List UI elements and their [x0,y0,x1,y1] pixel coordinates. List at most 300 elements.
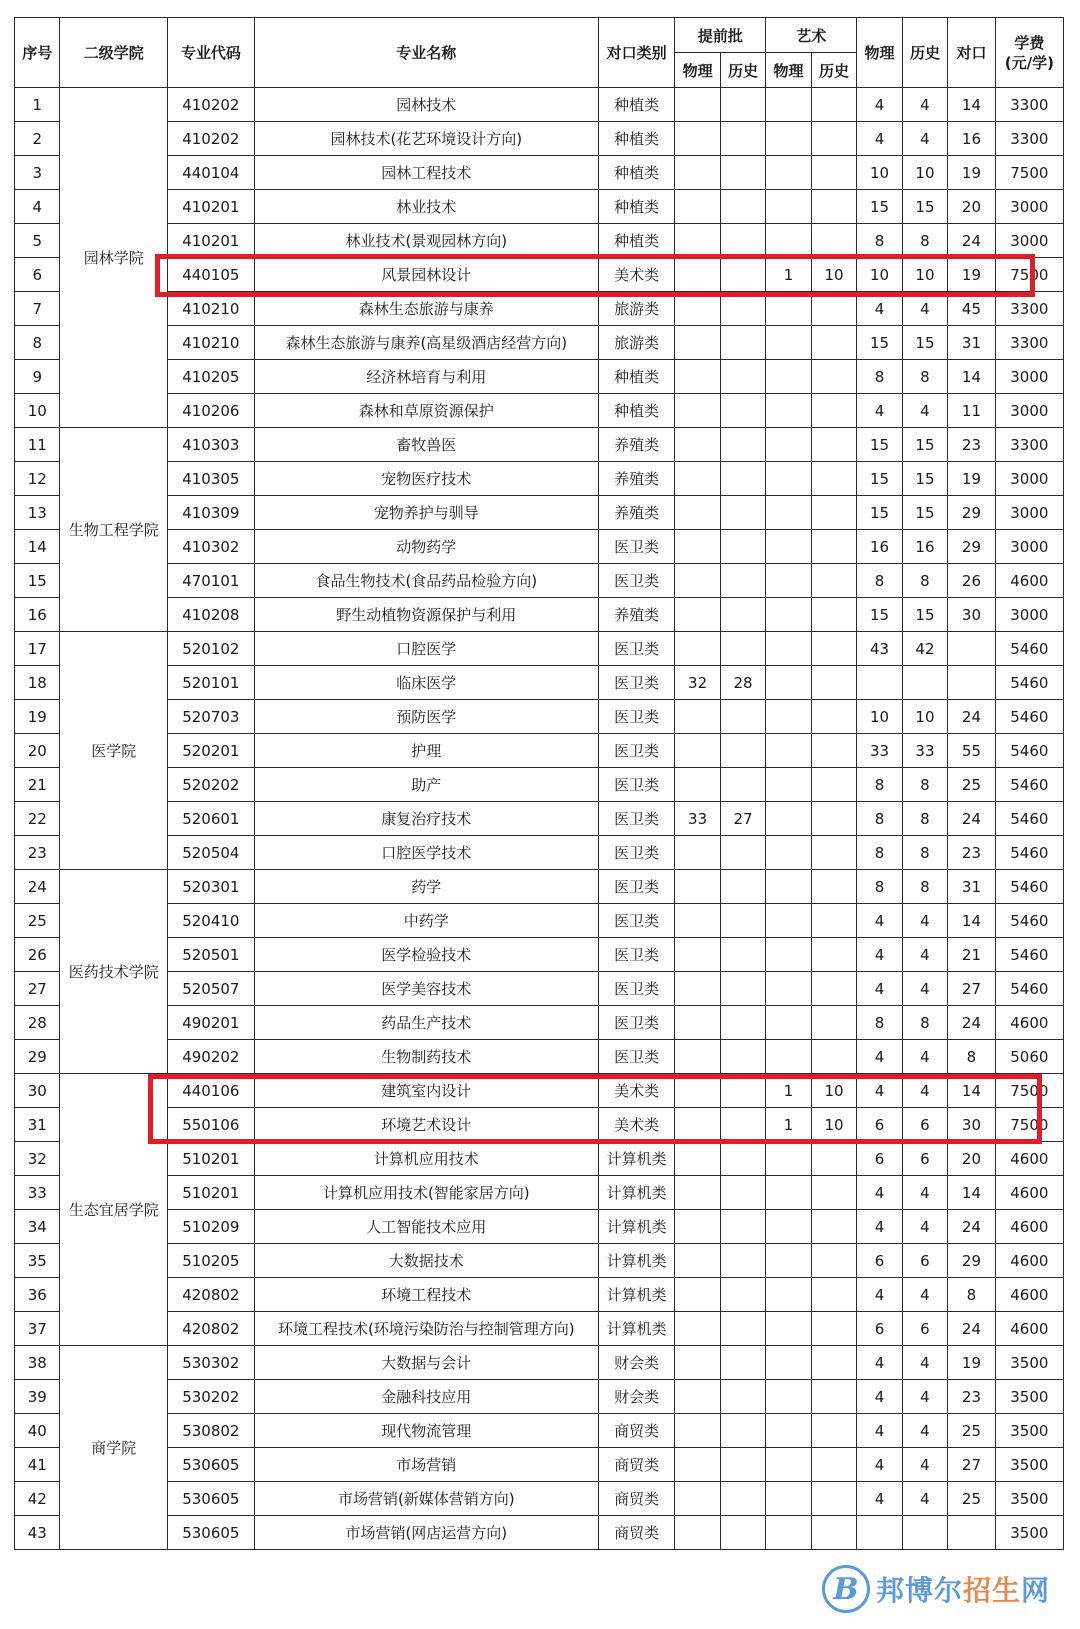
cell-physics: 8 [857,224,902,258]
cell-art-history [811,1244,856,1278]
cell-fee: 5460 [995,904,1063,938]
cell-early-physics [675,1312,720,1346]
cell-early-history [720,1380,765,1414]
cell-fee: 5460 [995,972,1063,1006]
cell-seq: 43 [15,1516,60,1550]
cell-duikou: 45 [948,292,996,326]
cell-duikou [948,666,996,700]
cell-physics: 4 [857,972,902,1006]
cell-category: 计算机类 [598,1210,674,1244]
cell-history: 4 [902,904,947,938]
cell-physics: 15 [857,496,902,530]
cell-code: 510201 [167,1142,254,1176]
cell-art-history [811,394,856,428]
table-row [15,870,1064,904]
cell-major-name: 森林和草原资源保护 [254,394,598,428]
cell-category: 医卫类 [598,836,674,870]
cell-physics: 15 [857,326,902,360]
cell-code: 410202 [167,88,254,122]
cell-early-physics [675,1346,720,1380]
cell-art-physics [766,1482,811,1516]
cell-seq: 34 [15,1210,60,1244]
cell-early-physics [675,1482,720,1516]
cell-history: 4 [902,938,947,972]
cell-fee: 5460 [995,734,1063,768]
cell-category: 医卫类 [598,768,674,802]
cell-early-history [720,88,765,122]
cell-code: 410210 [167,292,254,326]
cell-early-physics [675,156,720,190]
cell-duikou: 27 [948,972,996,1006]
cell-major-name: 野生动植物资源保护与利用 [254,598,598,632]
cell-art-history [811,666,856,700]
cell-seq: 23 [15,836,60,870]
cell-art-physics [766,394,811,428]
cell-fee: 3500 [995,1380,1063,1414]
cell-early-history: 27 [720,802,765,836]
cell-major-name: 环境工程技术 [254,1278,598,1312]
cell-early-physics [675,700,720,734]
cell-early-physics [675,190,720,224]
cell-fee: 5060 [995,1040,1063,1074]
cell-seq: 1 [15,88,60,122]
cell-art-physics [766,1414,811,1448]
table-row [15,1210,1064,1244]
table-row [15,1074,1064,1108]
cell-art-history [811,632,856,666]
cell-history: 8 [902,768,947,802]
cell-college: 医学院 [60,632,167,870]
cell-art-history [811,1142,856,1176]
cell-physics: 10 [857,700,902,734]
cell-duikou: 19 [948,1346,996,1380]
cell-physics: 4 [857,1074,902,1108]
cell-seq: 7 [15,292,60,326]
cell-art-history [811,1516,856,1550]
cell-code: 520703 [167,700,254,734]
cell-physics: 4 [857,1040,902,1074]
cell-early-history [720,632,765,666]
cell-major-name: 林业技术 [254,190,598,224]
cell-art-physics [766,564,811,598]
cell-seq: 37 [15,1312,60,1346]
cell-history: 4 [902,292,947,326]
cell-art-history [811,768,856,802]
cell-early-physics [675,428,720,462]
cell-early-history [720,564,765,598]
cell-early-history: 28 [720,666,765,700]
cell-college: 园林学院 [60,88,167,428]
watermark [822,1565,1050,1613]
cell-art-physics [766,836,811,870]
cell-code: 410302 [167,530,254,564]
cell-code: 410201 [167,190,254,224]
cell-fee: 3300 [995,326,1063,360]
cell-category: 养殖类 [598,462,674,496]
cell-code: 550106 [167,1108,254,1142]
cell-major-name: 医学检验技术 [254,938,598,972]
cell-category: 医卫类 [598,938,674,972]
table-row [15,156,1064,190]
cell-category: 计算机类 [598,1312,674,1346]
cell-art-history [811,1278,856,1312]
table-row [15,972,1064,1006]
cell-art-physics [766,1312,811,1346]
cell-fee: 3000 [995,496,1063,530]
cell-early-history [720,496,765,530]
cell-code: 490201 [167,1006,254,1040]
cell-category: 美术类 [598,1074,674,1108]
cell-art-physics [766,428,811,462]
table-row [15,326,1064,360]
cell-major-name: 大数据技术 [254,1244,598,1278]
cell-early-history [720,1414,765,1448]
table-row [15,360,1064,394]
cell-fee: 4600 [995,1244,1063,1278]
table-row [15,1278,1064,1312]
cell-early-history [720,190,765,224]
cell-code: 520202 [167,768,254,802]
cell-early-physics [675,598,720,632]
cell-physics: 15 [857,190,902,224]
cell-fee: 4600 [995,1312,1063,1346]
header-college: 二级学院 [60,18,167,88]
cell-duikou: 24 [948,1312,996,1346]
cell-physics: 8 [857,836,902,870]
watermark-text-b: 招生 [962,1574,1021,1607]
cell-seq: 26 [15,938,60,972]
cell-early-history [720,156,765,190]
cell-duikou: 14 [948,88,996,122]
cell-physics: 4 [857,394,902,428]
cell-major-name: 森林生态旅游与康养 [254,292,598,326]
cell-seq: 36 [15,1278,60,1312]
cell-duikou: 30 [948,598,996,632]
cell-history: 6 [902,1142,947,1176]
cell-fee: 4600 [995,1176,1063,1210]
header-early-physics: 物理 [675,53,720,88]
cell-seq: 39 [15,1380,60,1414]
cell-duikou: 23 [948,1380,996,1414]
cell-history: 4 [902,1278,947,1312]
cell-fee: 7500 [995,156,1063,190]
cell-history: 4 [902,1482,947,1516]
cell-category: 种植类 [598,122,674,156]
cell-college: 生物工程学院 [60,428,167,632]
table-row [15,122,1064,156]
cell-history: 6 [902,1312,947,1346]
cell-seq: 19 [15,700,60,734]
cell-art-physics [766,972,811,1006]
cell-art-history [811,972,856,1006]
cell-major-name: 计算机应用技术(智能家居方向) [254,1176,598,1210]
cell-art-history [811,938,856,972]
header-art-physics: 物理 [766,53,811,88]
cell-art-physics [766,1210,811,1244]
cell-seq: 9 [15,360,60,394]
cell-art-history [811,870,856,904]
cell-category: 种植类 [598,190,674,224]
cell-category: 医卫类 [598,632,674,666]
cell-history: 15 [902,598,947,632]
cell-history: 8 [902,802,947,836]
cell-art-physics [766,156,811,190]
cell-early-physics [675,1108,720,1142]
cell-art-history: 10 [811,258,856,292]
cell-code: 530605 [167,1448,254,1482]
cell-art-physics [766,938,811,972]
cell-duikou: 14 [948,1176,996,1210]
cell-fee: 3000 [995,530,1063,564]
table-row [15,666,1064,700]
cell-category: 种植类 [598,224,674,258]
cell-early-history [720,1006,765,1040]
cell-code: 530605 [167,1516,254,1550]
cell-fee: 3500 [995,1346,1063,1380]
cell-category: 计算机类 [598,1278,674,1312]
cell-category: 种植类 [598,88,674,122]
cell-early-physics [675,496,720,530]
cell-seq: 29 [15,1040,60,1074]
cell-seq: 16 [15,598,60,632]
cell-early-physics [675,1448,720,1482]
cell-category: 计算机类 [598,1244,674,1278]
cell-art-history [811,1312,856,1346]
table-row [15,1006,1064,1040]
cell-early-physics [675,1210,720,1244]
cell-art-physics [766,1006,811,1040]
cell-early-history [720,836,765,870]
cell-category: 养殖类 [598,598,674,632]
cell-category: 医卫类 [598,564,674,598]
cell-art-history [811,122,856,156]
cell-major-name: 临床医学 [254,666,598,700]
cell-major-name: 食品生物技术(食品药品检验方向) [254,564,598,598]
table-row [15,496,1064,530]
cell-physics: 33 [857,734,902,768]
cell-fee: 3500 [995,1414,1063,1448]
cell-duikou: 19 [948,258,996,292]
cell-duikou: 30 [948,1108,996,1142]
cell-history: 4 [902,1380,947,1414]
cell-code: 470101 [167,564,254,598]
table-row [15,190,1064,224]
cell-duikou: 14 [948,1074,996,1108]
cell-fee: 3500 [995,1516,1063,1550]
cell-early-history [720,1516,765,1550]
cell-early-physics [675,1074,720,1108]
cell-code: 410305 [167,462,254,496]
cell-art-history [811,156,856,190]
cell-code: 520507 [167,972,254,1006]
cell-art-history [811,462,856,496]
cell-art-history [811,904,856,938]
cell-art-physics [766,122,811,156]
cell-major-name: 宠物医疗技术 [254,462,598,496]
cell-early-history [720,394,765,428]
cell-early-physics [675,1414,720,1448]
cell-code: 530302 [167,1346,254,1380]
cell-major-name: 林业技术(景观园林方向) [254,224,598,258]
cell-seq: 22 [15,802,60,836]
cell-duikou: 20 [948,1142,996,1176]
cell-physics: 43 [857,632,902,666]
cell-early-history [720,360,765,394]
cell-art-history [811,496,856,530]
cell-art-physics [766,734,811,768]
cell-early-history [720,768,765,802]
cell-seq: 27 [15,972,60,1006]
cell-seq: 12 [15,462,60,496]
cell-seq: 41 [15,1448,60,1482]
cell-duikou: 19 [948,156,996,190]
cell-early-history [720,462,765,496]
cell-early-history [720,258,765,292]
cell-art-physics [766,666,811,700]
cell-early-physics [675,1516,720,1550]
cell-major-name: 口腔医学技术 [254,836,598,870]
cell-duikou: 11 [948,394,996,428]
cell-fee: 3500 [995,1482,1063,1516]
table-row [15,1448,1064,1482]
cell-history: 8 [902,836,947,870]
cell-duikou: 29 [948,530,996,564]
cell-art-physics [766,870,811,904]
cell-physics: 8 [857,870,902,904]
cell-art-physics [766,1448,811,1482]
cell-art-history [811,700,856,734]
cell-history: 4 [902,1176,947,1210]
cell-art-history [811,598,856,632]
table-row [15,394,1064,428]
cell-major-name: 市场营销(网店运营方向) [254,1516,598,1550]
cell-history: 4 [902,1346,947,1380]
cell-art-physics [766,496,811,530]
table-row [15,530,1064,564]
cell-art-history [811,428,856,462]
cell-seq: 6 [15,258,60,292]
cell-art-history [811,734,856,768]
cell-category: 美术类 [598,258,674,292]
cell-code: 510209 [167,1210,254,1244]
cell-code: 520201 [167,734,254,768]
cell-category: 财会类 [598,1346,674,1380]
cell-college: 商学院 [60,1346,167,1550]
cell-art-history [811,1040,856,1074]
cell-major-name: 风景园林设计 [254,258,598,292]
cell-seq: 40 [15,1414,60,1448]
cell-physics: 4 [857,1448,902,1482]
cell-fee: 5460 [995,802,1063,836]
table-row [15,836,1064,870]
cell-duikou: 20 [948,190,996,224]
cell-duikou [948,632,996,666]
cell-physics: 6 [857,1244,902,1278]
cell-duikou: 26 [948,564,996,598]
cell-history: 15 [902,326,947,360]
cell-duikou [948,1516,996,1550]
cell-art-physics [766,88,811,122]
cell-history: 8 [902,1006,947,1040]
table-row [15,802,1064,836]
cell-early-physics [675,1176,720,1210]
cell-major-name: 药品生产技术 [254,1006,598,1040]
cell-seq: 8 [15,326,60,360]
cell-code: 410201 [167,224,254,258]
cell-code: 520501 [167,938,254,972]
cell-art-history [811,1448,856,1482]
cell-physics: 4 [857,88,902,122]
cell-fee: 3000 [995,394,1063,428]
cell-early-history [720,938,765,972]
cell-major-name: 现代物流管理 [254,1414,598,1448]
cell-history: 4 [902,972,947,1006]
cell-category: 商贸类 [598,1448,674,1482]
cell-art-history [811,836,856,870]
cell-code: 520301 [167,870,254,904]
cell-category: 医卫类 [598,666,674,700]
cell-major-name: 畜牧兽医 [254,428,598,462]
cell-early-physics [675,938,720,972]
cell-seq: 14 [15,530,60,564]
cell-history: 8 [902,360,947,394]
cell-fee: 3000 [995,224,1063,258]
cell-major-name: 环境工程技术(环境污染防治与控制管理方向) [254,1312,598,1346]
cell-fee: 3300 [995,292,1063,326]
cell-fee: 4600 [995,1278,1063,1312]
cell-fee: 5460 [995,938,1063,972]
cell-code: 410205 [167,360,254,394]
cell-art-physics [766,904,811,938]
cell-art-physics [766,462,811,496]
cell-early-physics [675,734,720,768]
cell-seq: 10 [15,394,60,428]
cell-art-physics [766,632,811,666]
cell-major-name: 药学 [254,870,598,904]
cell-art-physics [766,1244,811,1278]
table-row [15,1176,1064,1210]
table-row [15,768,1064,802]
cell-code: 490202 [167,1040,254,1074]
cell-early-history [720,870,765,904]
cell-seq: 35 [15,1244,60,1278]
cell-code: 520504 [167,836,254,870]
cell-college: 生态宜居学院 [60,1074,167,1346]
cell-duikou: 31 [948,870,996,904]
cell-duikou: 29 [948,1244,996,1278]
cell-history: 8 [902,870,947,904]
cell-physics: 16 [857,530,902,564]
cell-history: 10 [902,258,947,292]
cell-category: 旅游类 [598,326,674,360]
cell-early-physics [675,88,720,122]
cell-duikou: 24 [948,1006,996,1040]
cell-art-history [811,1482,856,1516]
cell-fee: 4600 [995,1210,1063,1244]
cell-seq: 5 [15,224,60,258]
cell-seq: 11 [15,428,60,462]
cell-college: 医药技术学院 [60,870,167,1074]
cell-code: 530202 [167,1380,254,1414]
cell-early-physics [675,360,720,394]
cell-duikou: 55 [948,734,996,768]
cell-major-name: 宠物养护与驯导 [254,496,598,530]
cell-duikou: 25 [948,1414,996,1448]
cell-duikou: 29 [948,496,996,530]
cell-art-physics [766,802,811,836]
cell-duikou: 25 [948,1482,996,1516]
cell-fee: 3500 [995,1448,1063,1482]
